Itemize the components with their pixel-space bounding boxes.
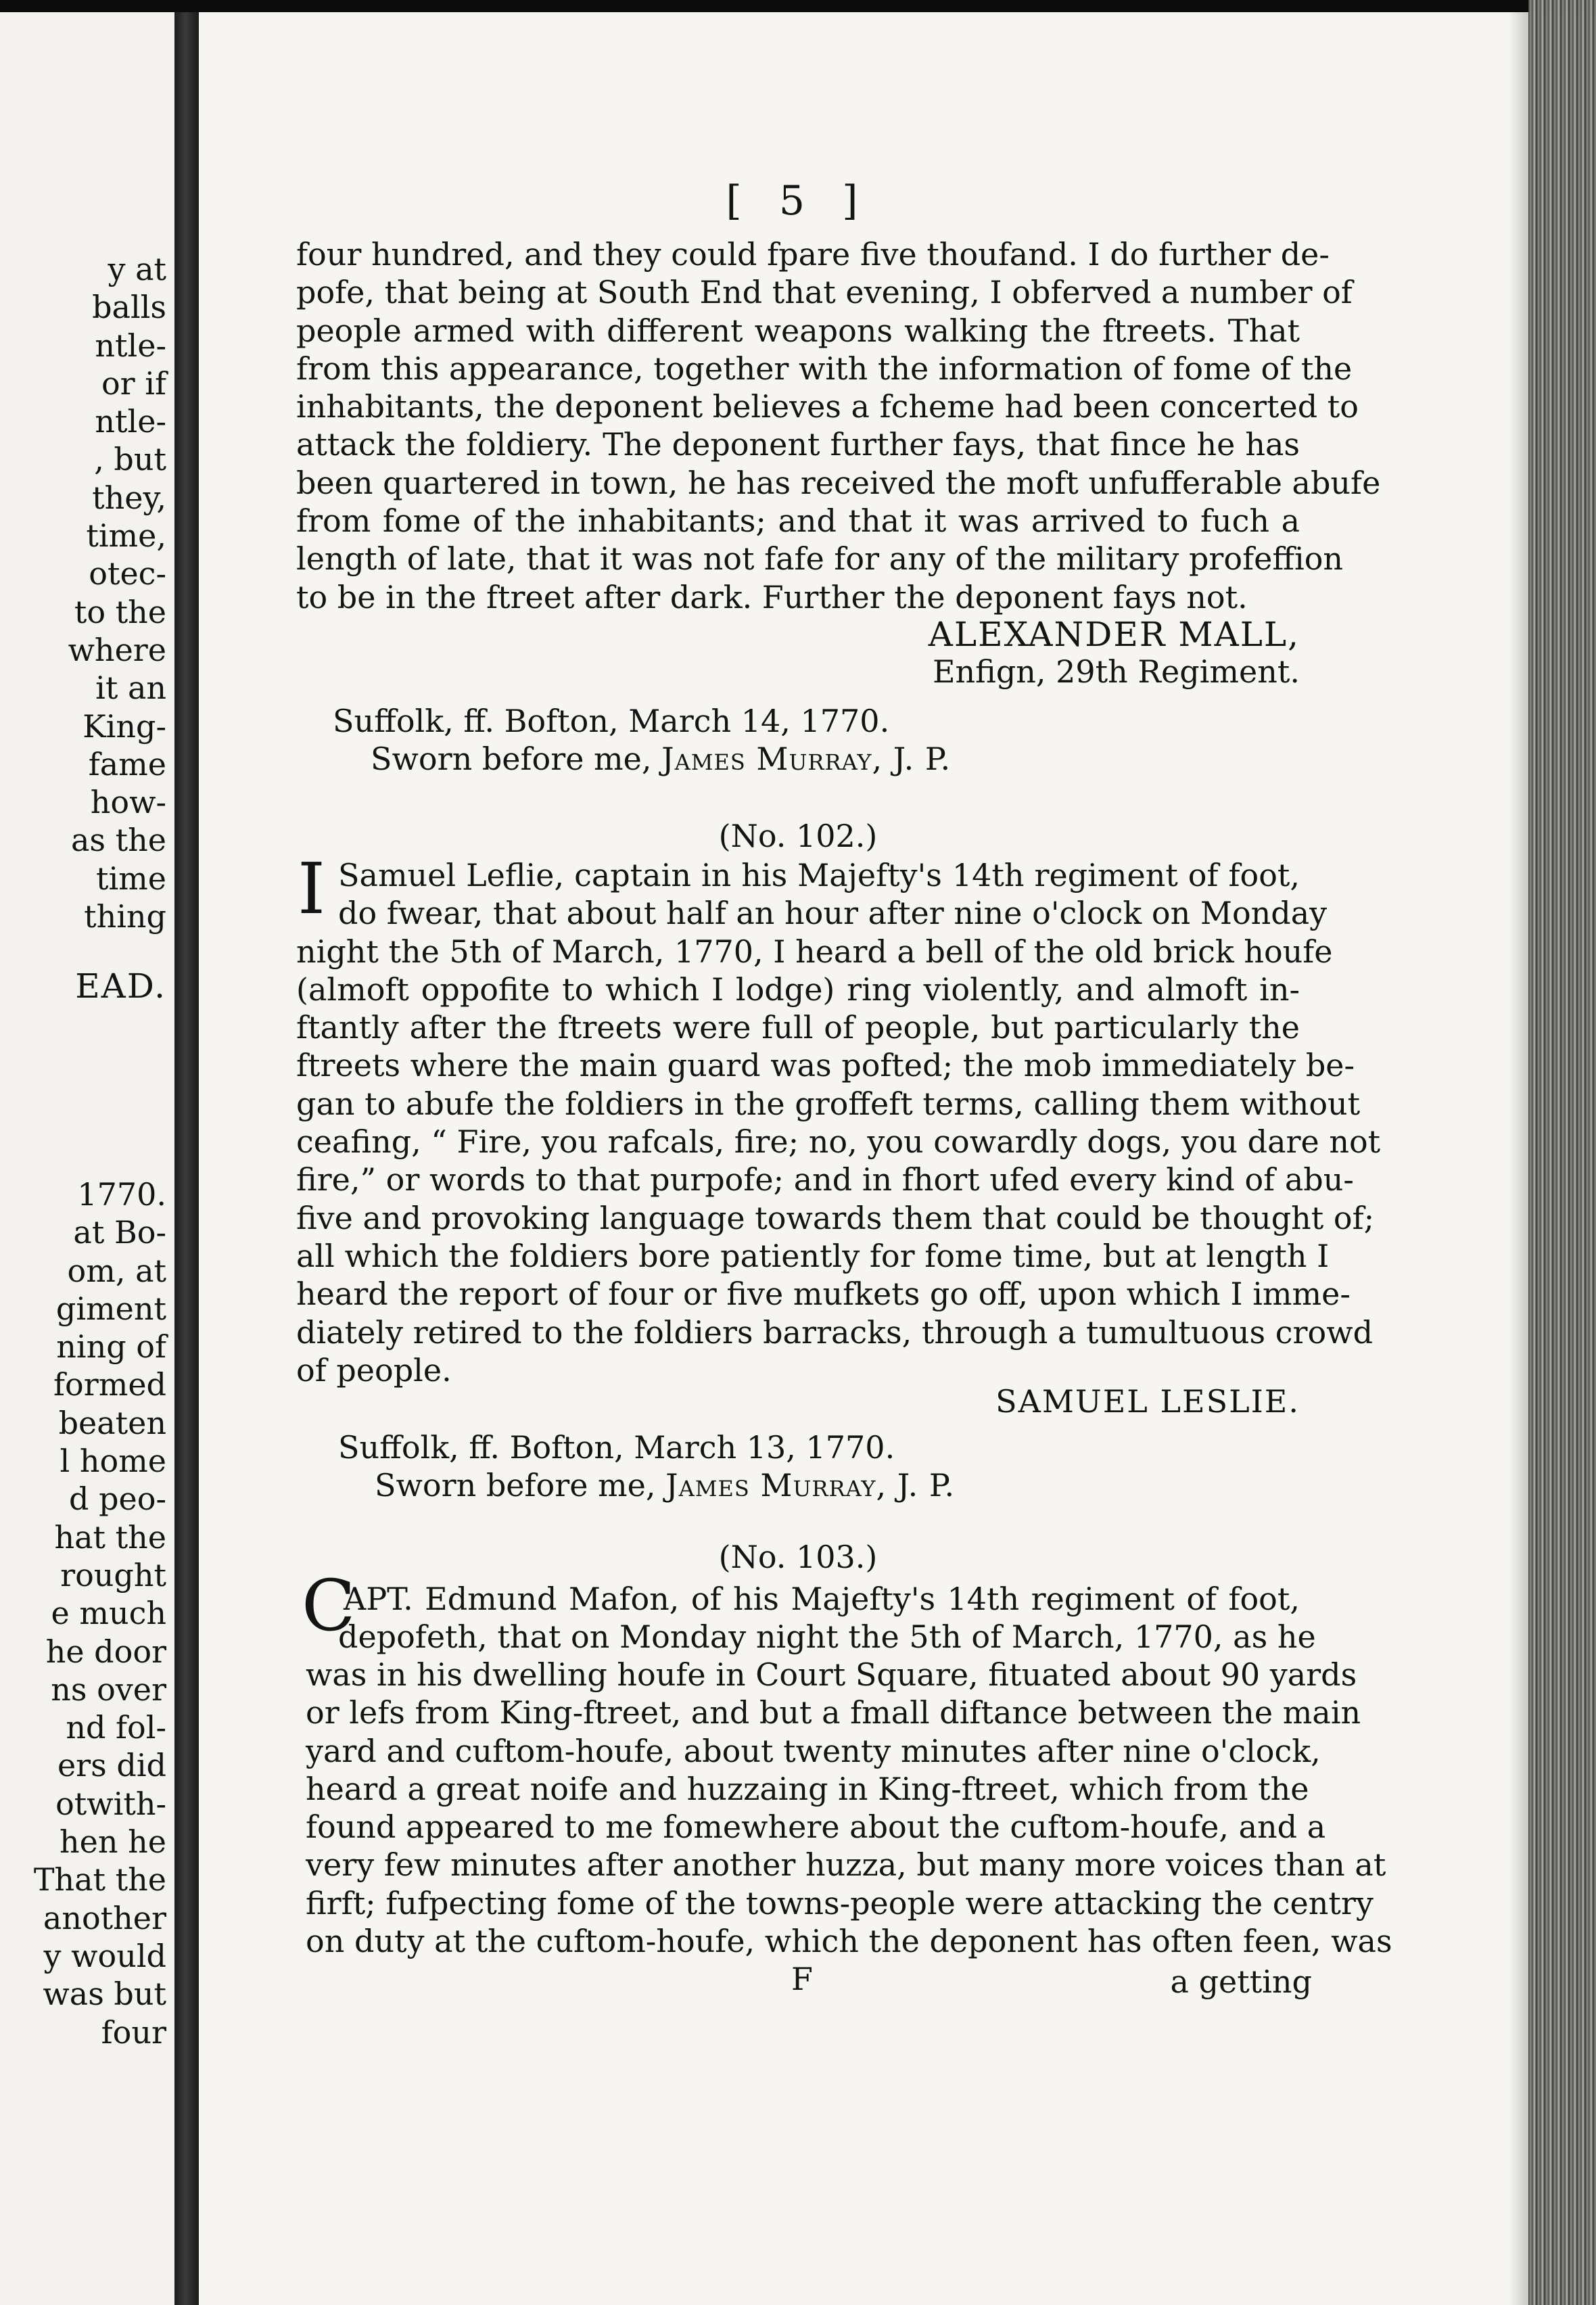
jurat-place: Suffolk, ff. Bofton, March 14, 1770. [333, 703, 890, 739]
text-line: been quartered in town, he has received the moft unfufferable abufe [296, 464, 1381, 501]
left-line: y at [108, 251, 166, 287]
text-line: attack the foldiery. The deponent further fays, that fince he has [296, 426, 1300, 463]
left-line: thing [84, 898, 166, 935]
left-line: d peo- [69, 1481, 166, 1518]
left-line: 1770. [77, 1176, 166, 1213]
left-line: hat the [54, 1518, 166, 1556]
jurat-sworn: Sworn before me, James Murray, J. P. [371, 741, 952, 777]
scan-top-border [0, 0, 1596, 12]
text-line: do fwear, that about half an hour after nine o'clock on Monday [338, 895, 1328, 932]
text-line: heard a great noife and huzzaing in King-ftreet, which from the [306, 1770, 1309, 1807]
justice-name: James Murray, J. P. [661, 741, 952, 777]
signature-title: Enfign, 29th Regiment. [932, 653, 1300, 690]
text-line: from fome of the inhabitants; and that it was arrived to fuch a [296, 503, 1300, 540]
catchword: a getting [1170, 1963, 1312, 2000]
left-line: ntle- [95, 403, 166, 440]
book-gutter [174, 12, 199, 2305]
left-line: e much [51, 1595, 166, 1632]
left-page-heading: EAD. [75, 967, 166, 1006]
left-line: , but [94, 441, 166, 478]
text-line: Samuel Leflie, captain in his Majefty's 14th regiment of foot, [338, 857, 1300, 893]
text-line: was in his dwelling houfe in Court Square, fituated about 90 yards [306, 1656, 1357, 1693]
text-line: gan to abufe the foldiers in the groffeft terms, calling them without [296, 1085, 1361, 1122]
text-line: ftreets where the main guard was pofted; the mob immediately be- [296, 1047, 1355, 1084]
left-line: formed [53, 1366, 166, 1403]
left-line: rought [60, 1556, 166, 1593]
text-line: yard and cuftom-houfe, about twenty minutes after nine o'clock, [306, 1732, 1321, 1769]
text-line: five and provoking language towards them that could be thought of; [296, 1199, 1375, 1236]
left-line: fame [88, 745, 166, 783]
deposition-text [296, 933, 1381, 1390]
text-line: on duty at the cuftom-houfe, which the deponent has often feen, was [306, 1923, 1392, 1960]
left-line: l home [60, 1443, 166, 1480]
deposition-text [338, 1618, 1316, 1656]
text-line: diately retired to the foldiers barracks, through a tumultuous crowd [296, 1313, 1374, 1351]
text-line: heard the report of four or five mufkets go off, upon which I imme- [296, 1276, 1351, 1313]
left-line: ntle- [95, 327, 166, 364]
left-line: King- [83, 707, 166, 745]
left-line: it an [95, 670, 166, 707]
left-line: ning of [56, 1328, 166, 1366]
jurat-place: Suffolk, ff. Bofton, March 13, 1770. [338, 1429, 895, 1466]
text-line: four hundred, and they could fpare five thoufand. I do further de- [296, 236, 1330, 273]
text-line: or lefs from King-ftreet, and but a fmall diftance between the main [306, 1694, 1361, 1731]
text-line: from this appearance, together with the information of fome of the [296, 350, 1353, 387]
text-line: ceafing, “ Fire, you rafcals, fire; no, you cowardly dogs, you dare not [296, 1123, 1381, 1161]
left-facing-page [0, 12, 174, 2305]
left-line: they, [92, 479, 166, 516]
left-line: nd fol- [66, 1709, 166, 1746]
deposition-number: (No. 102.) [718, 818, 878, 854]
deposition-text [306, 1656, 1392, 1960]
left-line: om, at [67, 1252, 166, 1289]
left-line: giment [55, 1290, 166, 1327]
deposition-number: (No. 103.) [718, 1539, 878, 1575]
text-line: length of late, that it was not fafe for any of the military profeffion [296, 540, 1344, 578]
text-line: firft; fufpecting fome of the towns-people were attacking the centry [306, 1884, 1374, 1922]
paragraph-continuation [296, 235, 1381, 616]
left-page-text-lower [0, 1175, 166, 2051]
left-line: four [101, 2013, 166, 2051]
deposition-text [338, 856, 1328, 933]
signature-name: ALEXANDER MALL, [928, 615, 1300, 654]
left-page-text [0, 250, 166, 935]
justice-name: James Murray, J. P. [665, 1467, 956, 1504]
text-line: all which the foldiers bore patiently for fome time, but at length I [296, 1237, 1330, 1274]
left-line: ns over [51, 1671, 166, 1708]
text-line: pofe, that being at South End that evening, I obferved a number of [296, 274, 1353, 311]
left-line: hen he [60, 1823, 166, 1861]
page-number: [ 5 ] [726, 177, 870, 225]
left-line: another [43, 1899, 166, 1936]
left-line: where [68, 631, 166, 668]
left-line: otec- [89, 555, 166, 592]
left-line: balls [92, 289, 166, 326]
text-line: people armed with different weapons walking the ftreets. That [296, 312, 1300, 349]
page-edge-stack [1528, 0, 1596, 2305]
drop-cap: C [302, 1564, 356, 1647]
text-line: inhabitants, the deponent believes a fcheme had been concerted to [296, 388, 1359, 425]
text-line: very few minutes after another huzza, but many more voices than at [306, 1846, 1386, 1884]
left-line: ers did [57, 1747, 166, 1784]
left-line: how- [90, 784, 166, 821]
deposition-text-first-line [344, 1580, 1300, 1618]
left-line: time, [86, 517, 166, 555]
left-line: to the [74, 593, 166, 630]
page-edge-shadow [1508, 12, 1528, 2305]
text-line: fire,” or words to that purpofe; and in fhort ufed every kind of abu- [296, 1161, 1354, 1198]
left-line: y would [43, 1937, 166, 1974]
text-line: found appeared to me fomewhere about the cuftom-houfe, and a [306, 1809, 1326, 1846]
text-line: of people. [296, 1351, 452, 1389]
left-line: was but [43, 1976, 166, 2013]
left-line: beaten [58, 1404, 166, 1441]
jurat-sworn: Sworn before me, James Murray, J. P. [375, 1467, 956, 1504]
left-line: he door [45, 1633, 166, 1670]
drop-cap: I [298, 847, 326, 930]
signature-name: SAMUEL LESLIE. [995, 1383, 1300, 1420]
left-line: or if [101, 365, 166, 402]
text-line: ftantly after the ftreets were full of people, but particularly the [296, 1009, 1300, 1046]
signature-mark: F [791, 1961, 813, 1997]
text-line: depofeth, that on Monday night the 5th of March, 1770, as he [338, 1619, 1316, 1655]
left-line: at Bo- [73, 1214, 166, 1251]
left-line: time [95, 860, 166, 897]
text-line: to be in the ftreet after dark. Further the deponent fays not. [296, 578, 1248, 615]
left-line: as the [71, 822, 166, 859]
left-line: otwith- [55, 1785, 166, 1822]
text-line: (almoft oppofite to which I lodge) ring violently, and almoft in- [296, 971, 1300, 1008]
text-line: APT. Edmund Mafon, of his Majefty's 14th regiment of foot, [344, 1581, 1300, 1617]
left-line: That the [33, 1861, 166, 1899]
text-line: night the 5th of March, 1770, I heard a bell of the old brick houfe [296, 933, 1333, 970]
